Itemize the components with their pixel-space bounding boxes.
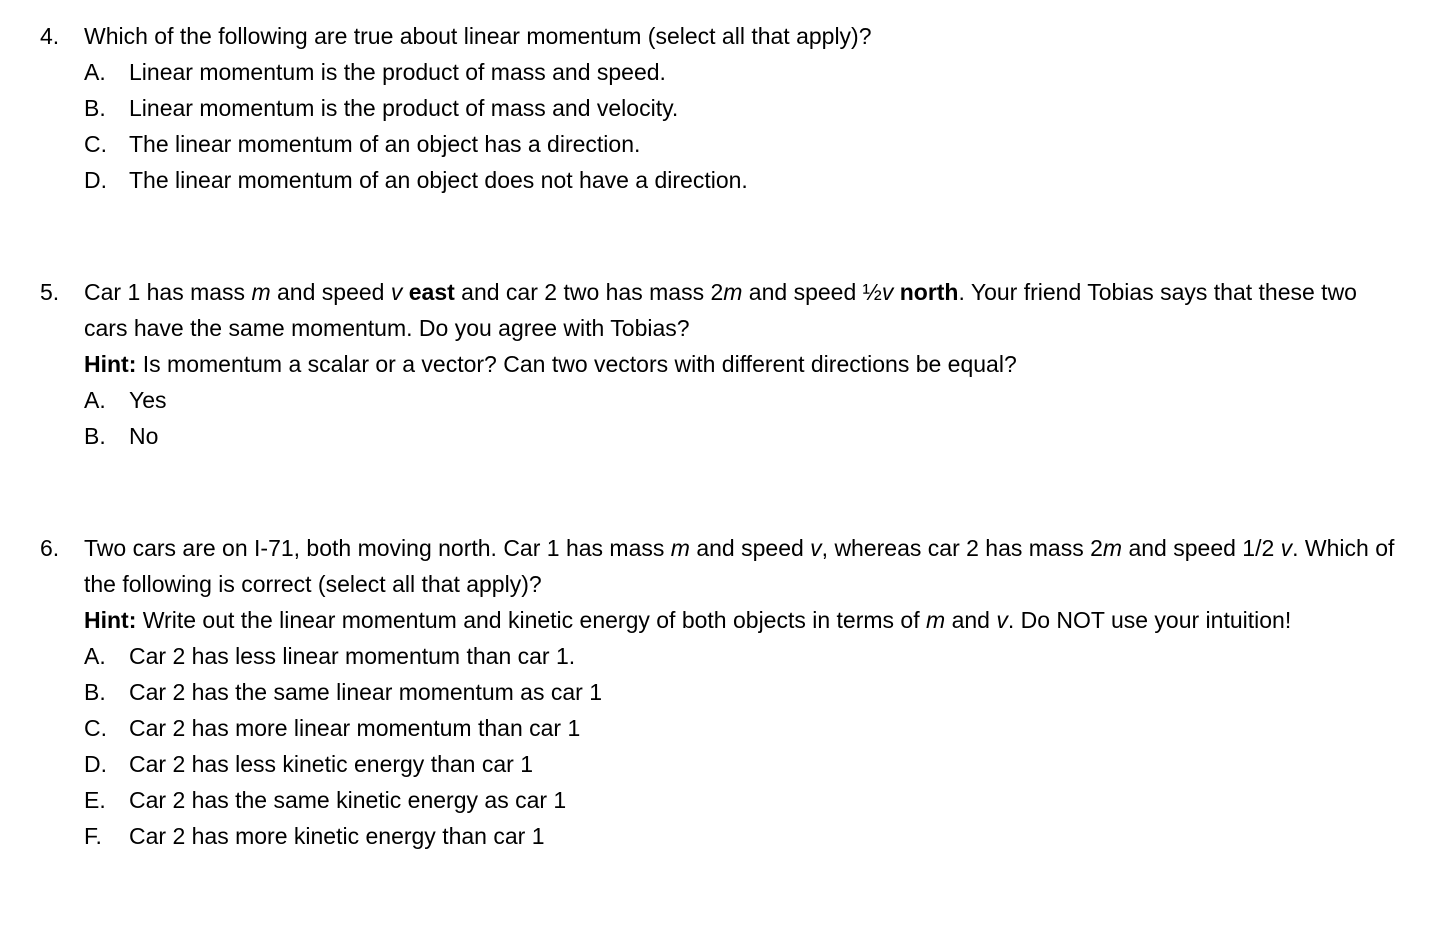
option-text: Car 2 has the same kinetic energy as car 1 bbox=[129, 787, 567, 813]
option-a bbox=[40, 54, 1400, 90]
question-number: 6. bbox=[40, 535, 60, 561]
question-text: Car 1 has mass m and speed v east and car 2 two has mass 2m and speed ½v north. Your friend Tobias says that these two cars have the same momentum. Do you agree with Tobias? bbox=[84, 279, 1357, 341]
option-text: Linear momentum is the product of mass and velocity. bbox=[129, 95, 679, 121]
option-text: Car 2 has the same linear momentum as car 1 bbox=[129, 679, 602, 705]
option-text: No bbox=[129, 423, 159, 449]
option-letter: C. bbox=[84, 131, 107, 157]
option-letter: B. bbox=[84, 679, 106, 705]
option-letter: B. bbox=[84, 423, 106, 449]
option-e bbox=[40, 782, 1400, 818]
option-letter: D. bbox=[84, 751, 107, 777]
option-d bbox=[40, 162, 1400, 198]
option-letter: E. bbox=[84, 787, 106, 813]
option-c bbox=[40, 710, 1400, 746]
option-text: Yes bbox=[129, 387, 167, 413]
question-5-stem bbox=[40, 274, 1400, 346]
hint-label: Hint: bbox=[84, 351, 137, 377]
question-text: Two cars are on I-71, both moving north. Car 1 has mass m and speed v, whereas car 2 has mass 2m and speed 1/2 v. Which of the following is correct (select all that apply)? bbox=[84, 535, 1395, 597]
option-a bbox=[40, 382, 1400, 418]
option-text: Car 2 has more kinetic energy than car 1 bbox=[129, 823, 545, 849]
question-text: Which of the following are true about linear momentum (select all that apply)? bbox=[84, 23, 872, 49]
option-b bbox=[40, 418, 1400, 454]
option-b bbox=[40, 674, 1400, 710]
question-6 bbox=[40, 530, 1400, 854]
option-letter: D. bbox=[84, 167, 107, 193]
option-text: Car 2 has more linear momentum than car 1 bbox=[129, 715, 581, 741]
question-number: 4. bbox=[40, 23, 60, 49]
hint-text: Is momentum a scalar or a vector? Can two vectors with different directions be equal? bbox=[136, 351, 1017, 377]
option-text: The linear momentum of an object has a direction. bbox=[129, 131, 641, 157]
hint-text: Write out the linear momentum and kinetic energy of both objects in terms of m and v. Do NOT use your intuition! bbox=[136, 607, 1292, 633]
option-text: Linear momentum is the product of mass and speed. bbox=[129, 59, 666, 85]
option-text: The linear momentum of an object does not have a direction. bbox=[129, 167, 748, 193]
option-f bbox=[40, 818, 1400, 854]
option-text: Car 2 has less linear momentum than car 1. bbox=[129, 643, 576, 669]
question-number: 5. bbox=[40, 279, 60, 305]
option-text: Car 2 has less kinetic energy than car 1 bbox=[129, 751, 533, 777]
hint bbox=[40, 602, 1400, 638]
hint-label: Hint: bbox=[84, 607, 137, 633]
option-letter: A. bbox=[84, 387, 106, 413]
question-6-stem bbox=[40, 530, 1400, 602]
option-c bbox=[40, 126, 1400, 162]
option-a bbox=[40, 638, 1400, 674]
option-b bbox=[40, 90, 1400, 126]
option-letter: B. bbox=[84, 95, 106, 121]
option-letter: C. bbox=[84, 715, 107, 741]
hint bbox=[40, 346, 1400, 382]
question-4-stem bbox=[40, 18, 1400, 54]
option-letter: F. bbox=[84, 823, 102, 849]
question-4 bbox=[40, 18, 1400, 198]
option-letter: A. bbox=[84, 643, 106, 669]
option-letter: A. bbox=[84, 59, 106, 85]
option-d bbox=[40, 746, 1400, 782]
question-5 bbox=[40, 274, 1400, 454]
